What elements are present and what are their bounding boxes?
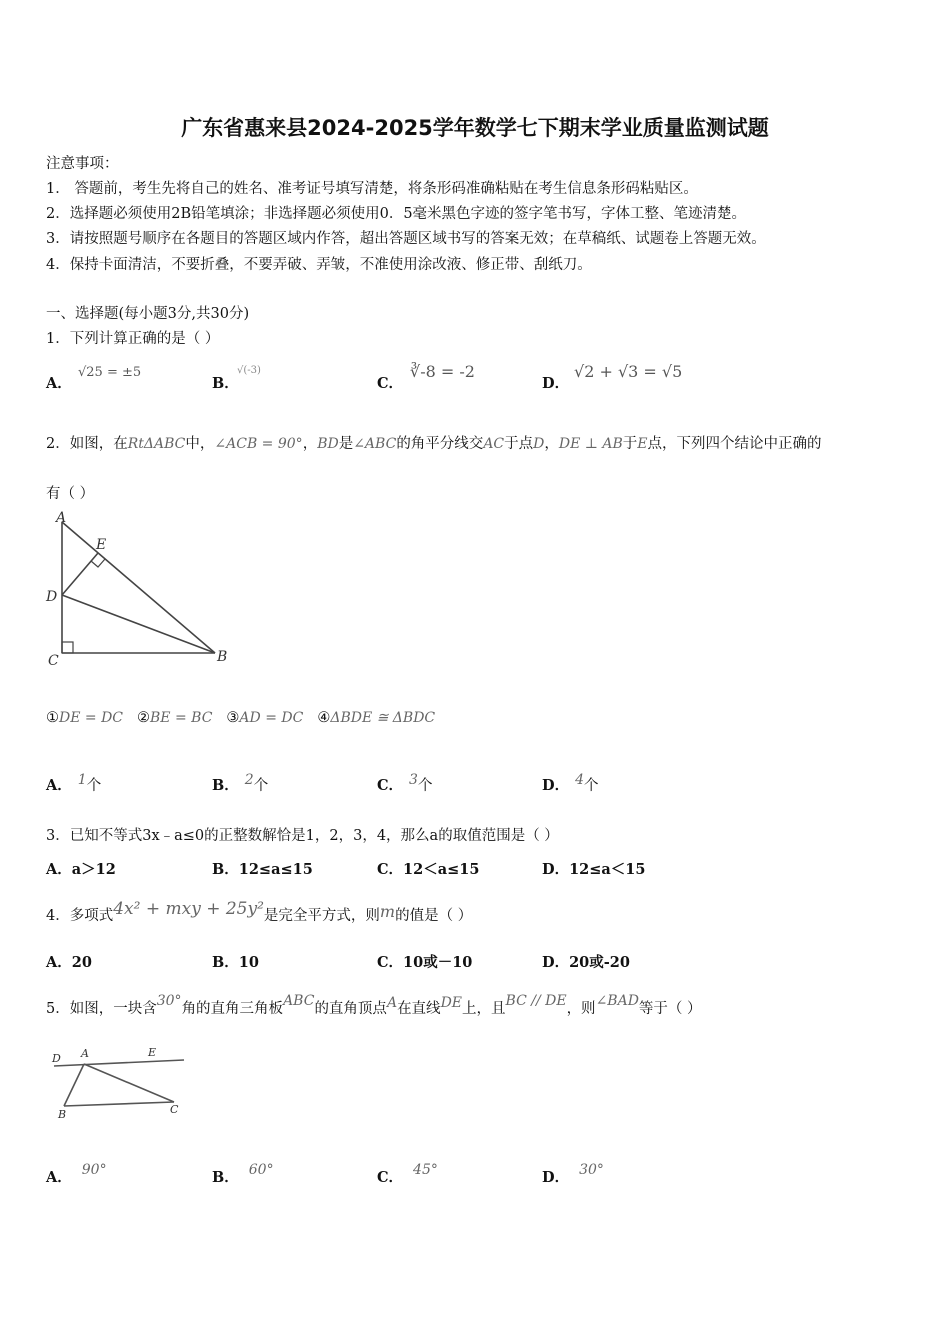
segment-BC <box>64 1102 174 1106</box>
q5-math: ABC <box>283 993 315 1009</box>
q2-math: D <box>533 436 545 452</box>
q2-conclusions <box>46 710 435 726</box>
q4-text: 是完全平方式，则 <box>263 908 380 924</box>
option-label: A． <box>46 1169 72 1186</box>
conclusion-4-marker: ④ <box>317 710 331 726</box>
q1-option-b-label: B． <box>212 375 239 392</box>
segment-AC <box>84 1064 174 1102</box>
right-angle-mark-E <box>91 559 105 567</box>
option-number: 3 <box>409 772 418 788</box>
option-unit: 个 <box>253 778 269 794</box>
option-unit: 个 <box>86 778 102 794</box>
label-D: D <box>46 589 58 605</box>
segment-DE <box>62 553 98 595</box>
conclusion-1-marker: ① <box>46 710 59 726</box>
q4-text: 的值是（ ） <box>395 908 473 924</box>
segment-DB <box>62 595 215 653</box>
option-label: D． <box>542 777 570 794</box>
option-text: B．10 <box>212 954 259 971</box>
q4-option-d <box>542 951 630 972</box>
q4-text: 4．多项式 <box>46 908 114 924</box>
q1-option-d-math: √2 + √3 = √5 <box>574 362 683 381</box>
option-label: C． <box>377 777 404 794</box>
note-item: 4．保持卡面清洁，不要折叠，不要弄破、弄皱，不准使用涂改液、修正带、刮纸刀。 <box>46 257 592 273</box>
q2-text: ， <box>302 436 318 452</box>
q5-option-a <box>46 1162 107 1187</box>
q2-text: 点，下列四个结论中正确的 <box>647 436 822 452</box>
label-E: E <box>96 537 107 553</box>
q5-math: BC // DE <box>505 993 567 1009</box>
option-text: A．20 <box>46 954 92 971</box>
q4-option-a <box>46 951 92 972</box>
note-item: 3．请按照题号顺序在各题目的答题区域内作答，超出答题区域书写的答案无效；在草稿纸、试题卷上答题无效。 <box>46 231 766 247</box>
conclusion-1: DE = DC <box>59 710 124 726</box>
option-number: 4 <box>575 772 584 788</box>
q5-text: 上，且 <box>462 1001 506 1017</box>
q4-option-c <box>377 951 472 972</box>
segment-AB <box>64 1064 84 1106</box>
q5-stem <box>46 993 702 1018</box>
q4-stem <box>46 899 473 925</box>
q2-math: RtΔABC <box>127 436 186 452</box>
q1-option-a-math: √25 = ±5 <box>78 365 142 380</box>
q4-math: m <box>379 902 396 921</box>
option-math: 30° <box>579 1162 604 1178</box>
q1-stem: 1．下列计算正确的是（ ） <box>46 331 220 347</box>
q5-figure <box>44 1040 194 1125</box>
page-title: 广东省惠来县2024-2025学年数学七下期末学业质量监测试题 <box>181 116 769 140</box>
q2-option-a <box>46 774 101 795</box>
option-math: 45° <box>413 1162 438 1178</box>
q5-math: A <box>386 995 398 1011</box>
label-A: A <box>81 1047 89 1060</box>
conclusion-3: AD = DC <box>239 710 304 726</box>
q4-option-b <box>212 951 259 972</box>
q2-math: E <box>637 436 648 452</box>
right-angle-mark-C <box>62 642 73 653</box>
q2-figure <box>40 505 240 675</box>
q2-text: ， <box>544 436 559 452</box>
label-B: B <box>58 1108 67 1121</box>
q1-option-b-math: √(-3) <box>237 365 261 376</box>
option-label: B． <box>212 777 239 794</box>
q2-math: BD <box>317 436 339 452</box>
q2-math: AC <box>483 436 505 452</box>
q5-text: 在直线 <box>397 1001 441 1017</box>
conclusion-2-marker: ② <box>137 710 151 726</box>
q5-text: 的直角顶点 <box>314 1001 387 1017</box>
q4-polynomial: 4x² + mxy + 25y² <box>113 899 264 919</box>
q5-text: 5．如图，一块含 <box>46 1001 157 1017</box>
option-text: C．10或－10 <box>377 954 473 971</box>
q2-math: ∠ACB = 90° <box>214 436 303 452</box>
q3-stem: 3．已知不等式3x﹣a≤0的正整数解恰是1，2，3，4，那么a的取值范围是（ ） <box>46 828 559 844</box>
conclusion-2: BE = BC <box>150 710 213 726</box>
q2-text: 于点 <box>504 436 534 452</box>
notes-heading: 注意事项： <box>46 156 119 172</box>
option-number: 1 <box>77 772 87 788</box>
q2-text: 是 <box>338 436 354 452</box>
q1-option-d-label: D． <box>542 375 570 392</box>
q1-option-c-math: ∛-8 = -2 <box>410 362 475 381</box>
option-math: 90° <box>81 1162 107 1178</box>
label-C: C <box>48 653 59 669</box>
q2-math: DE ⊥ AB <box>558 436 623 452</box>
q2-option-d <box>542 774 599 795</box>
q3-option-a: A．a＞12 <box>46 861 116 878</box>
label-E: E <box>148 1046 157 1059</box>
q2-option-b <box>212 774 268 795</box>
option-number: 2 <box>244 772 254 788</box>
q2-text: 中， <box>185 436 215 452</box>
q2-option-c <box>377 774 432 795</box>
q5-math: 30° <box>156 993 182 1009</box>
note-item: 1． 答题前，考生先将自己的姓名、准考证号填写清楚，将条形码准确粘贴在考生信息条形码粘贴区。 <box>46 181 698 197</box>
q3-option-d: D．12≤a＜15 <box>542 861 646 878</box>
q5-math: ∠BAD <box>595 993 639 1009</box>
segment-AB <box>62 522 215 653</box>
option-unit: 个 <box>417 778 433 794</box>
q5-option-d <box>542 1162 604 1187</box>
option-text: D．20或-20 <box>542 954 630 971</box>
option-math: 60° <box>248 1162 274 1178</box>
q2-text: 的角平分线交 <box>396 436 484 452</box>
label-A: A <box>56 510 67 526</box>
option-unit: 个 <box>584 778 599 794</box>
q1-option-a-label: A． <box>46 375 72 392</box>
q5-text: 等于（ ） <box>638 1001 702 1017</box>
option-label: A． <box>46 777 72 794</box>
q2-stem-line2: 有（ ） <box>46 486 95 502</box>
conclusion-3-marker: ③ <box>226 710 240 726</box>
q3-option-c: C．12＜a≤15 <box>377 861 480 878</box>
q1-option-c-label: C． <box>377 375 404 392</box>
conclusion-4: ΔBDE ≅ ΔBDC <box>330 710 436 726</box>
option-label: D． <box>542 1169 570 1186</box>
q5-text: ，则 <box>566 1001 596 1017</box>
q3-option-b: B．12≤a≤15 <box>212 861 313 878</box>
line-DE <box>54 1060 184 1066</box>
q5-text: 角的直角三角板 <box>181 1001 284 1017</box>
q5-option-c <box>377 1162 438 1187</box>
label-B: B <box>217 649 228 665</box>
note-item: 2．选择题必须使用2B铅笔填涂；非选择题必须使用0．5毫米黑色字迹的签字笔书写，字体工整、笔迹清楚。 <box>46 206 747 222</box>
q5-option-b <box>212 1162 274 1187</box>
q2-text: 2．如图，在 <box>46 436 128 452</box>
q5-math: DE <box>440 995 463 1011</box>
label-D: D <box>52 1052 61 1065</box>
section-heading: 一、选择题(每小题3分,共30分) <box>46 306 250 322</box>
label-C: C <box>170 1103 179 1116</box>
q2-stem <box>46 432 822 453</box>
q2-text: 于 <box>622 436 638 452</box>
option-label: C． <box>377 1169 404 1186</box>
option-label: B． <box>212 1169 239 1186</box>
q2-math: ∠ABC <box>353 436 397 452</box>
